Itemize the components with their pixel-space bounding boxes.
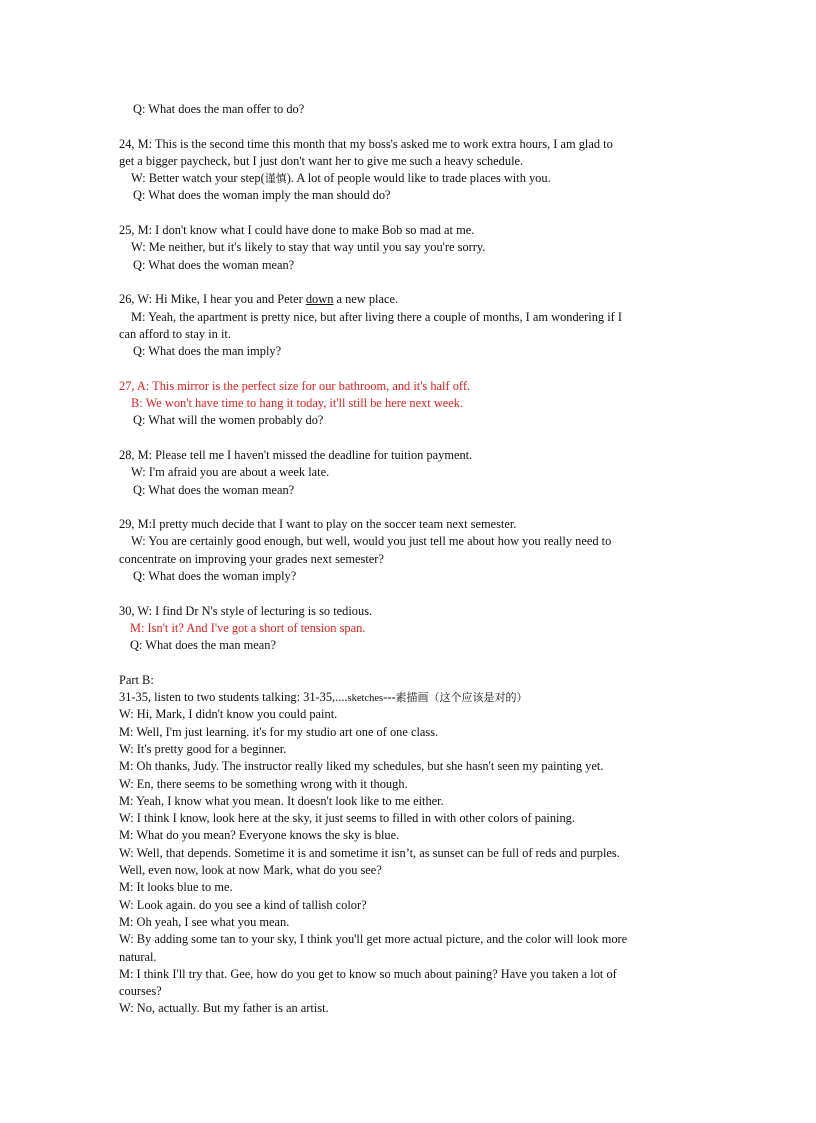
part-b-heading: Part B:	[119, 672, 154, 687]
q27-speaker-b: B: We won't have time to hang it today, it'll still be here next week.	[131, 396, 464, 411]
dialogue-line: natural.	[119, 949, 157, 964]
q24-man-line-1: 24, M: This is the second time this month that my boss's asked me to work extra hours, I am glad to	[119, 136, 613, 151]
q26-man-line-2: can afford to stay in it.	[119, 326, 231, 341]
q24-woman-text-b: ). A lot of people would like to trade places with you.	[286, 171, 551, 186]
q29-woman-line-1: W: You are certainly good enough, but well, would you just tell me about how you really need to	[131, 534, 612, 549]
q30-woman: 30, W: I find Dr N's style of lecturing is so tedious.	[119, 603, 373, 618]
q29-man: 29, M:I pretty much decide that I want to play on the soccer team next semester.	[119, 517, 517, 532]
q24-man-line-2: get a bigger paycheck, but I just don't want her to give me such a heavy schedule.	[119, 153, 524, 168]
q27-speaker-a: 27, A: This mirror is the perfect size for our bathroom, and it's half off.	[119, 378, 471, 393]
dialogue-line: W: By adding some tan to your sky, I think you'll get more actual picture, and the color will look more	[119, 932, 628, 947]
dialogue-line: W: Well, that depends. Sometime it is and sometime it isn’t, as sunset can be full of reds and purples.	[119, 845, 620, 860]
dialogue-line: W: Look again. do you see a kind of tallish color?	[119, 897, 367, 912]
q24-question: Q: What does the woman imply the man should do?	[133, 188, 391, 203]
q30-question: Q: What does the man mean?	[130, 638, 277, 653]
dialogue-line: W: Hi, Mark, I didn't know you could paint.	[119, 707, 338, 722]
q29-question: Q: What does the woman imply?	[133, 569, 297, 584]
q27-question: Q: What will the women probably do?	[133, 413, 324, 428]
q26-woman-text-b: a new place.	[333, 292, 399, 307]
q25-question: Q: What does the woman mean?	[133, 257, 295, 272]
q25-man: 25, M: I don't know what I could have done to make Bob so mad at me.	[119, 223, 475, 238]
dialogue-line: Well, even now, look at now Mark, what do you see?	[119, 863, 382, 878]
dialogue-line: M: Oh yeah, I see what you mean.	[119, 914, 290, 929]
dialogue-line: W: No, actually. But my father is an artist.	[119, 1001, 329, 1016]
transcript-page	[119, 101, 697, 1018]
q26-man-line-1: M: Yeah, the apartment is pretty nice, but after living there a couple of months, I am wondering if I	[131, 309, 623, 324]
q30-man: M: Isn't it? And I've got a short of tension span.	[130, 620, 366, 635]
part-b-intro-cjk: 素描画（这个应该是对的）	[395, 691, 528, 705]
q28-woman: W: I'm afraid you are about a week late.	[131, 465, 330, 480]
dialogue-line: courses?	[119, 984, 162, 999]
q28-man: 28, M: Please tell me I haven't missed the deadline for tuition payment.	[119, 447, 473, 462]
dialogue-line: M: It looks blue to me.	[119, 880, 233, 895]
part-b-intro-dashes: ---	[383, 690, 396, 705]
q24-woman-line	[119, 170, 697, 187]
q26-woman-line	[119, 291, 697, 308]
part-b-intro-text: 31-35, listen to two students talking: 31-35,....	[119, 690, 348, 705]
dialogue-line: M: Yeah, I know what you mean. It doesn't look like to me either.	[119, 793, 444, 808]
q23-question: Q: What does the man offer to do?	[133, 102, 305, 116]
dialogue-line: M: Well, I'm just learning. it's for my studio art one of one class.	[119, 724, 439, 739]
q24-woman-text-a: W: Better watch your step(	[131, 171, 265, 186]
q28-question: Q: What does the woman mean?	[133, 482, 295, 497]
dialogue-line: W: I think I know, look here at the sky, it just seems to filled in with other colors of paining.	[119, 811, 575, 826]
q26-woman-text-a: 26, W: Hi Mike, I hear you and Peter	[119, 292, 306, 307]
part-b-intro	[119, 689, 697, 706]
q29-woman-line-2: concentrate on improving your grades next semester?	[119, 551, 384, 566]
q24-woman-cjk: 谨慎	[264, 172, 287, 186]
dialogue-line: M: I think I'll try that. Gee, how do you get to know so much about paining? Have you taken a lot of	[119, 966, 617, 981]
q26-underlined-word: down	[305, 292, 334, 307]
dialogue-line: M: What do you mean? Everyone knows the sky is blue.	[119, 828, 400, 843]
q25-woman: W: Me neither, but it's likely to stay that way until you say you're sorry.	[131, 240, 486, 255]
q26-question: Q: What does the man imply?	[133, 344, 282, 359]
dialogue-line: W: It's pretty good for a beginner.	[119, 741, 287, 756]
dialogue-line: W: En, there seems to be something wrong with it though.	[119, 776, 408, 791]
part-b-intro-sketches: sketches	[347, 693, 384, 705]
dialogue-line: M: Oh thanks, Judy. The instructor really liked my schedules, but she hasn't seen my painting yet.	[119, 759, 604, 774]
